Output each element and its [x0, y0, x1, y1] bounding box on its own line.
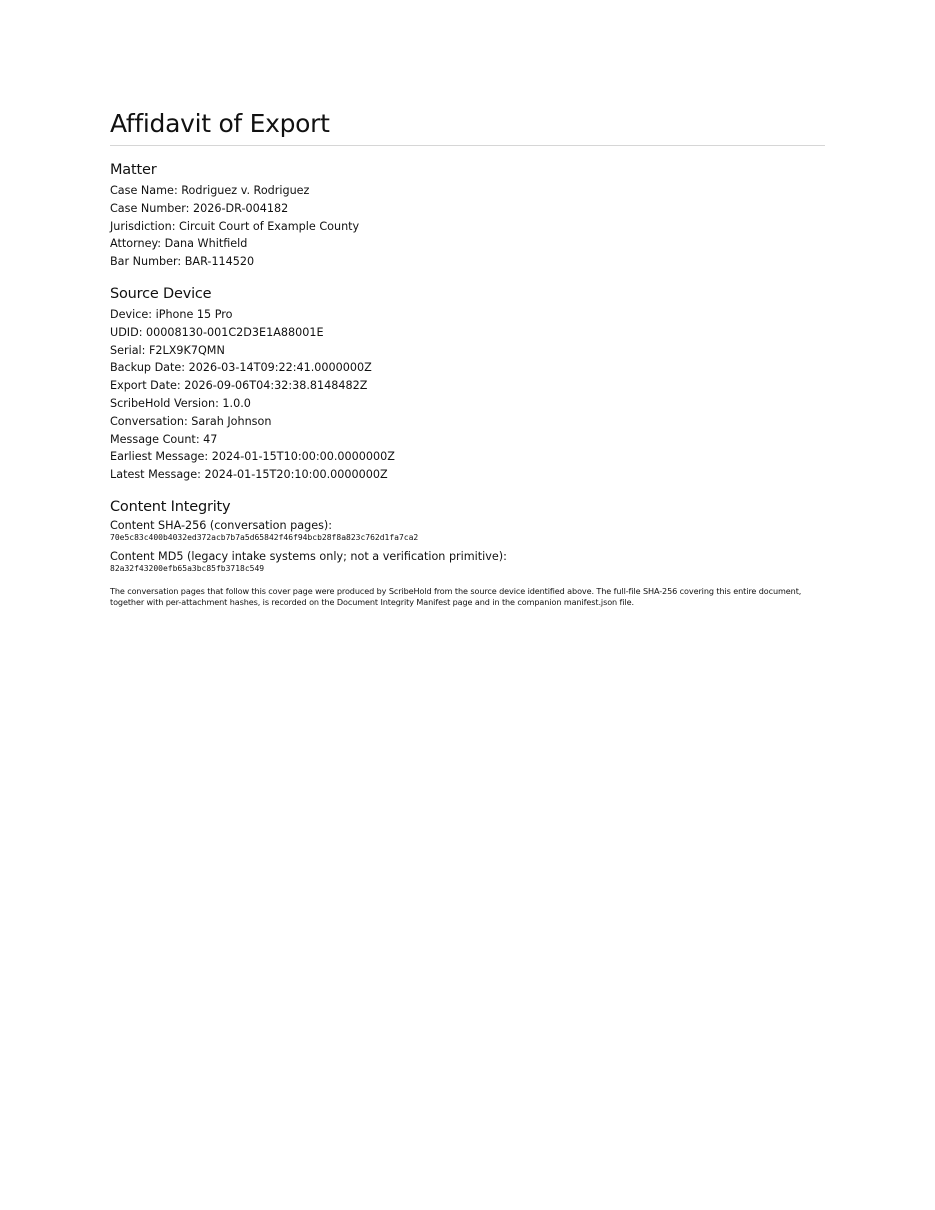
footnote-line-1: The conversation pages that follow this cover page were produced by ScribeHold from the source device identified above. The full-file SHA-256 covering this entire document, — [110, 585, 802, 596]
sha256-label: Content SHA-256 (conversation pages): — [110, 518, 333, 532]
conversation: Conversation: Sarah Johnson — [110, 414, 272, 428]
device: Device: iPhone 15 Pro — [110, 307, 233, 321]
message-count: Message Count: 47 — [110, 432, 218, 446]
earliest-message: Earliest Message: 2024-01-15T10:00:00.0000000Z — [110, 450, 395, 464]
bar-number: Bar Number: BAR-114520 — [110, 255, 255, 269]
matter-section — [110, 160, 825, 271]
serial: Serial: F2LX9K7QMN — [110, 343, 225, 357]
content-integrity-heading: Content Integrity — [110, 498, 231, 515]
content-integrity-section — [110, 497, 825, 574]
latest-message: Latest Message: 2024-01-15T20:10:00.0000000Z — [110, 468, 388, 482]
backup-date: Backup Date: 2026-03-14T09:22:41.0000000Z — [110, 361, 372, 375]
udid: UDID: 00008130-001C2D3E1A88001E — [110, 325, 324, 339]
attorney: Attorney: Dana Whitfield — [110, 237, 248, 251]
sha256-value: 70e5c83c400b4032ed372acb7b7a5d65842f46f94bcb28f8a823c762d1fa7ca2 — [110, 532, 419, 542]
matter-heading: Matter — [110, 162, 157, 178]
export-date: Export Date: 2026-09-06T04:32:38.8148482Z — [110, 379, 368, 393]
scribehold-version: ScribeHold Version: 1.0.0 — [110, 396, 251, 410]
page-title: Affidavit of Export — [110, 108, 825, 146]
jurisdiction: Jurisdiction: Circuit Court of Example County — [110, 219, 360, 233]
footnote — [110, 586, 825, 608]
case-name: Case Name: Rodriguez v. Rodriguez — [110, 184, 310, 197]
affidavit-page — [110, 108, 825, 608]
footnote-line-2: together with per-attachment hashes, is recorded on the Document Integrity Manifest page and in the companion manifest.json file. — [110, 596, 634, 607]
case-number: Case Number: 2026-DR-004182 — [110, 201, 289, 215]
source-device-section — [110, 284, 825, 484]
md5-label: Content MD5 (legacy intake systems only; not a verification primitive): — [110, 549, 507, 563]
md5-value: 82a32f43200efb65a3bc85fb3718c549 — [110, 563, 265, 573]
source-device-heading: Source Device — [110, 285, 212, 302]
